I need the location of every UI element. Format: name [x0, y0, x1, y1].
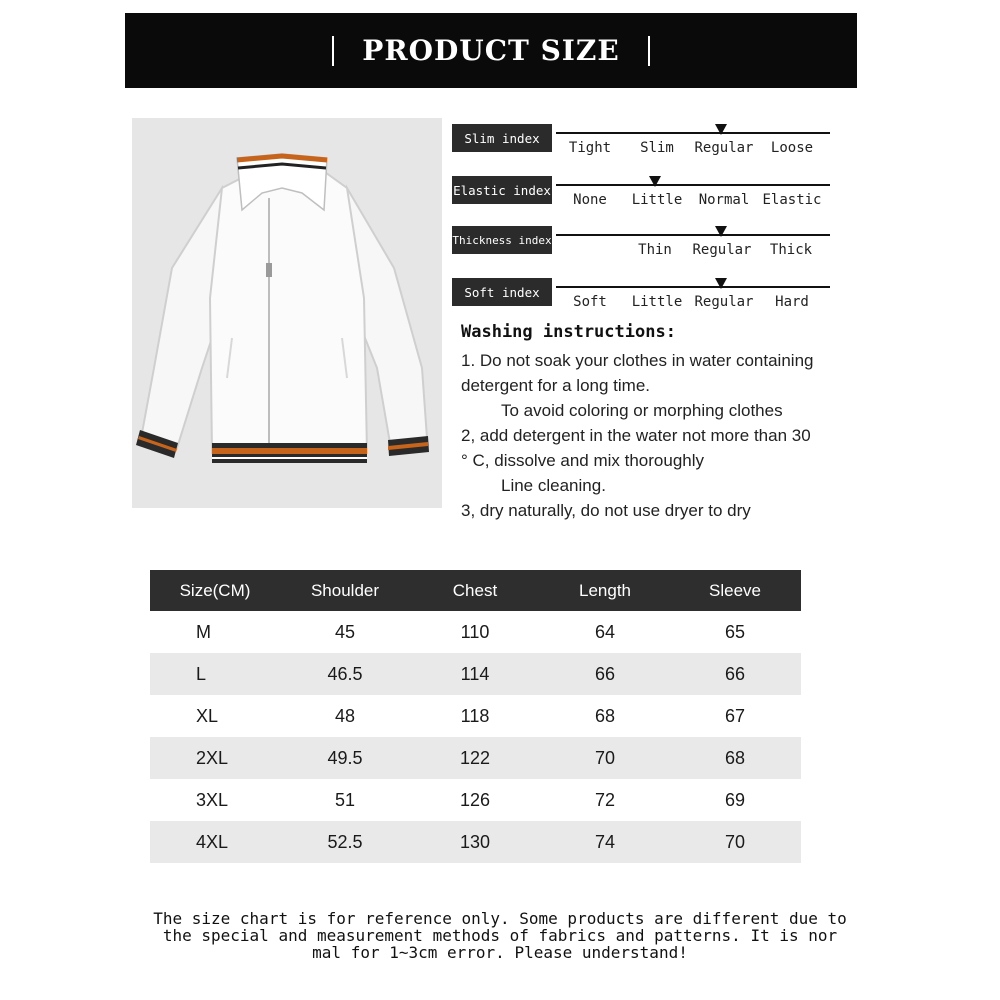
- soft-index-row: [452, 278, 832, 318]
- table-cell: 110: [460, 621, 490, 642]
- page-title: PRODUCT SIZE: [362, 34, 620, 67]
- disclaimer-line: mal for 1~3cm error. Please understand!: [312, 943, 688, 962]
- table-cell: 130: [459, 831, 491, 852]
- table-cell: 126: [459, 789, 491, 810]
- header-cell: Shoulder: [310, 580, 380, 600]
- index-option: Loose: [770, 140, 814, 156]
- index-option: Thick: [769, 242, 813, 258]
- table-cell: XL: [196, 705, 219, 726]
- washing-title: Washing instructions:: [461, 322, 676, 342]
- table-cell: 48: [334, 705, 356, 726]
- table-row: [150, 695, 801, 737]
- table-cell: 69: [724, 789, 746, 810]
- washing-instructions: [461, 322, 861, 523]
- table-cell: M: [196, 621, 211, 642]
- thickness-index-row: [452, 226, 832, 266]
- index-option: Little: [631, 294, 683, 310]
- table-cell: 66: [594, 663, 616, 684]
- table-cell: 74: [594, 831, 616, 852]
- table-cell: L: [196, 663, 207, 684]
- table-cell: 66: [724, 663, 746, 684]
- table-row: [150, 821, 801, 863]
- table-cell: 2XL: [196, 747, 229, 768]
- slim-index-row: [452, 124, 832, 164]
- table-cell: 114: [460, 663, 490, 684]
- elastic-index-row: [452, 176, 832, 216]
- washing-line: Line cleaning.: [501, 476, 606, 495]
- washing-line: To avoid coloring or morphing clothes: [501, 401, 783, 420]
- table-cell: 72: [594, 789, 616, 810]
- index-marker-icon: [715, 226, 727, 237]
- index-option: None: [573, 192, 607, 208]
- banner-divider-right: [648, 36, 650, 66]
- table-row: [150, 611, 801, 653]
- index-marker-icon: [715, 124, 727, 135]
- disclaimer-line: The size chart is for reference only. Some products are different due to: [153, 909, 847, 928]
- table-cell: 68: [594, 705, 616, 726]
- table-cell: 45: [334, 621, 356, 642]
- size-table: [150, 570, 801, 863]
- table-cell: 70: [724, 831, 746, 852]
- size-table-header: [150, 570, 801, 611]
- header-banner: [125, 13, 857, 88]
- index-option: Regular: [694, 294, 754, 310]
- table-cell: 67: [724, 705, 746, 726]
- index-option: Regular: [694, 140, 754, 156]
- header-cell: Size(CM): [179, 580, 251, 600]
- banner-divider-left: [332, 36, 334, 66]
- table-cell: 51: [334, 789, 356, 810]
- table-cell: 68: [724, 747, 746, 768]
- washing-line: ° C, dissolve and mix thoroughly: [461, 451, 705, 470]
- index-scale-line: [556, 234, 830, 236]
- table-cell: 64: [594, 621, 616, 642]
- index-scale-line: [556, 132, 830, 134]
- index-scale-line: [556, 184, 830, 186]
- soft-index-label: Soft index: [452, 278, 552, 306]
- table-row: [150, 779, 801, 821]
- size-disclaimer: [120, 910, 880, 961]
- washing-line: 3, dry naturally, do not use dryer to dry: [461, 501, 751, 520]
- index-option: Regular: [692, 242, 752, 258]
- index-option: Slim: [640, 140, 674, 156]
- table-row: [150, 737, 801, 779]
- index-marker-icon: [649, 176, 661, 187]
- table-cell: 49.5: [327, 747, 363, 768]
- index-option: Little: [631, 192, 683, 208]
- thickness-index-label: Thickness index: [452, 226, 552, 254]
- table-cell: 52.5: [327, 831, 363, 852]
- table-cell: 65: [724, 621, 746, 642]
- index-scale-line: [556, 286, 830, 288]
- index-option: Soft: [573, 294, 607, 310]
- washing-line: detergent for a long time.: [461, 376, 651, 395]
- table-cell: 118: [460, 705, 490, 726]
- table-cell: 70: [594, 747, 616, 768]
- header-cell: Length: [579, 580, 631, 600]
- table-cell: 46.5: [327, 663, 363, 684]
- index-option: Tight: [568, 140, 612, 156]
- washing-line: 1. Do not soak your clothes in water containing: [461, 351, 814, 370]
- table-cell: 122: [459, 747, 491, 768]
- disclaimer-line: the special and measurement methods of fabrics and patterns. It is nor: [162, 926, 838, 945]
- elastic-index-label: Elastic index: [452, 176, 552, 204]
- index-option: Hard: [775, 294, 809, 310]
- header-cell: Chest: [452, 580, 498, 600]
- header-cell: Sleeve: [709, 580, 761, 600]
- white-bomber-jacket-photo: [132, 118, 442, 508]
- index-option: Normal: [698, 192, 750, 208]
- table-row: [150, 653, 801, 695]
- index-option: Thin: [638, 242, 672, 258]
- washing-line: 2, add detergent in the water not more than 30: [461, 426, 811, 445]
- slim-index-label: Slim index: [452, 124, 552, 152]
- index-marker-icon: [715, 278, 727, 289]
- table-cell: 4XL: [196, 831, 229, 852]
- table-cell: 3XL: [196, 789, 229, 810]
- index-option: Elastic: [762, 192, 822, 208]
